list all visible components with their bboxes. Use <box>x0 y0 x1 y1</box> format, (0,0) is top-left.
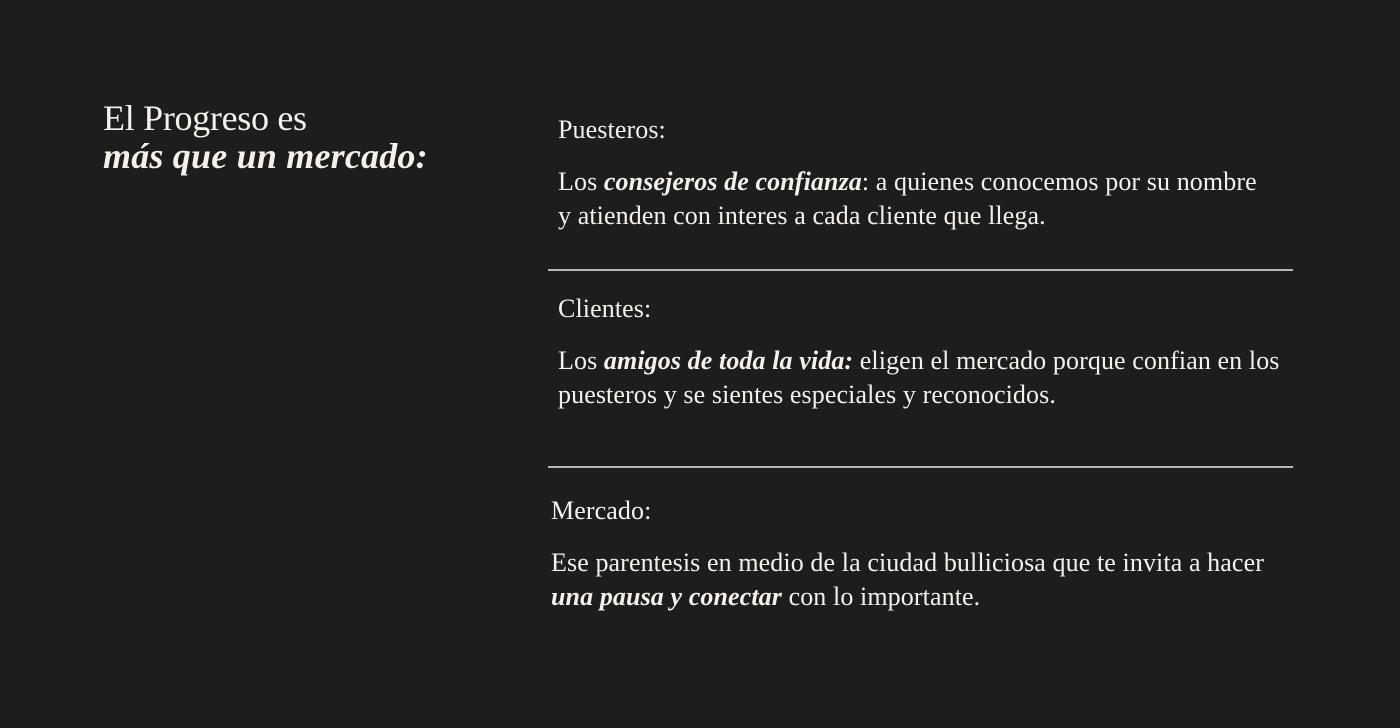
description-text: : a quienes conocemos por su nombre y atienden con interes a cada cliente que llega. <box>558 167 1257 230</box>
description-text: con lo importante. <box>781 582 981 611</box>
divider <box>548 466 1293 468</box>
section-clientes <box>558 294 1298 412</box>
section-description <box>558 165 1258 233</box>
section-description <box>558 344 1298 412</box>
section-label: Puesteros: <box>558 115 666 144</box>
description-emphasis: una pausa y conectar <box>551 582 782 611</box>
headline-line-2: más que un mercado: <box>103 136 428 176</box>
headline <box>103 99 428 175</box>
description-emphasis: amigos de toda la vida: <box>603 346 854 375</box>
description-text: eligen el mercado porque confian en los puesteros y se sientes especiales y reconocidos. <box>558 346 1280 409</box>
description-text: Los <box>558 167 604 196</box>
description-text: Los <box>558 346 604 375</box>
section-label: Clientes: <box>558 294 652 323</box>
section-label: Mercado: <box>551 496 652 525</box>
section-puesteros <box>558 115 1258 233</box>
headline-line-1: El Progreso es <box>103 98 307 138</box>
section-description <box>551 546 1291 614</box>
section-mercado <box>551 496 1291 614</box>
divider <box>548 269 1293 271</box>
description-text: Ese parentesis en medio de la ciudad bulliciosa que te invita a hacer <box>551 548 1264 577</box>
description-emphasis: consejeros de confianza <box>603 167 862 196</box>
